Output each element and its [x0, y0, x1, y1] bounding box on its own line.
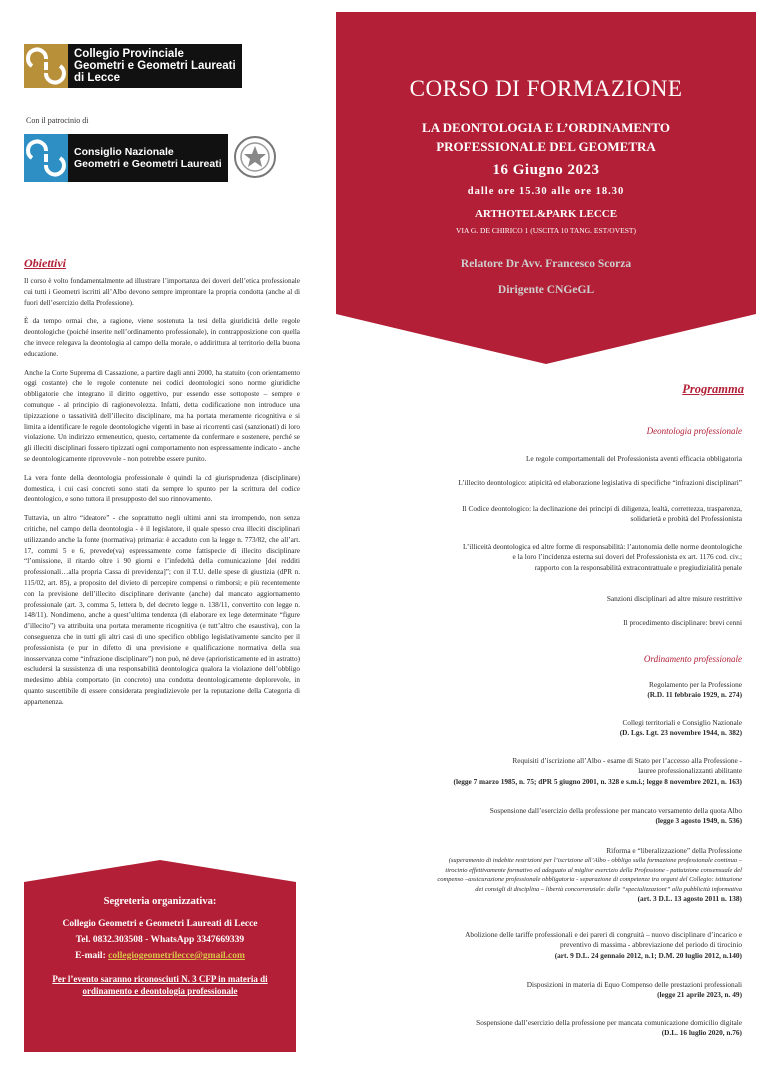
collegio-logo: [24, 42, 242, 90]
course-time: dalle ore 15.30 alle ore 18.30: [467, 186, 625, 197]
speaker-role: Dirigente CNGeGL: [497, 284, 595, 296]
segreteria-box: [24, 860, 296, 1052]
consiglio-logo-mark-icon: [24, 134, 68, 182]
italian-republic-emblem-icon: [232, 134, 278, 180]
obiettivi-heading: Obiettivi: [24, 256, 66, 270]
ordinamento-heading: Ordinamento professionale: [643, 654, 742, 664]
program-item: Sospensione dall’esercizio della professione per mancata comunicazione domicilio digitale (D.L. 16 luglio 2020, n.76): [476, 1018, 742, 1038]
program-item: Collegi territoriali e Consiglio Nazionale (D. Lgs. Lgt. 23 novembre 1944, n. 382): [619, 718, 742, 738]
patronage-label: Con il patrocinio di: [26, 116, 89, 125]
consiglio-logo-text: Consiglio Nazionale Geometri e Geometri Laureati: [68, 134, 228, 182]
obiettivi-paragraph: La vera fonte della deontologia professionale è quindi la cd giurisprudenza (disciplinare) domestica, i cui casi concreti sono stati da sempre lo spunto per la scrittura del codice deontologico, e sono tuttora il presupposto del suo rinnovamento.: [24, 473, 300, 504]
program-item: Le regole comportamentali del Professionista aventi efficacia obbligatoria: [525, 454, 742, 463]
speaker-name: Relatore Dr Avv. Francesco Scorza: [460, 258, 632, 270]
obiettivi-paragraph: È da tempo ormai che, a ragione, viene sostenuta la tesi della giuridicità delle regole deontologiche (poiché inserite nell’ordinamento professionale), in contrapposizione con quella che invece relegava la deontologia al campo della morale, o addirittura al territorio della buona educazione.: [24, 317, 300, 358]
cfp-notice: Per l’evento saranno riconosciuti N. 3 CFP in materia di ordinamento e deontologia professionale: [52, 974, 268, 996]
course-date: 16 Giugno 2023: [492, 162, 600, 178]
program-item: Disposizioni in materia di Equo Compenso delle prestazioni professionali (legge 21 aprile 2023, n. 49): [526, 980, 742, 1000]
course-subtitle: LA DEONTOLOGIA E L’ORDINAMENTO PROFESSIONALE DEL GEOMETRA: [422, 120, 670, 154]
email-label: E-mail:: [75, 951, 106, 961]
course-banner: [336, 12, 756, 364]
obiettivi-paragraph: Tuttavia, un altro “ideatore” - che soprattutto negli ultimi anni sta irrompendo, non senza critiche, nel campo della deontologia - è il legislatore, il quale spesso crea illeciti disciplinari utilizzando anche la fonte (normativa) primaria: è accaduto con la legge n. 773/82, che all’art. 17, commi 5 e 6, prevede(va) espressamente come fattispecie di illecito disciplinare “l’omissione, il ritardo oltre i 90 giorni e l’infedeltà della comunicazione [dei redditi professionali…alla propria Cassa di previdenza]”; con il T.U. delle spese di giustizia (dPR n. 115/02, art. 85), a proposito del divieto di percepire compensi o rimborsi; e più recentemente con la previsione dell’illecito disciplinare derivante (anche) dal mancato aggiornamento professionale (art. 3, comma 5, lettera b, del decreto legge n. 138/11, convertito con legge n. 148/11). Nondimeno, anche a quest’ultima tendenza (di elaborare ex lege determinate “figure d’illecito”) va attribuita una portata meramente ricognitiva (e tutt’altro che esaustiva), con la conseguenza che in tutti gli altri casi di uno specifico obbligo legislativamente sancito per il professionista (e pur in difetto di una previsione e qualificazione normativa della sua inosservanza come “infrazione disciplinare”) non può, né deve (aprioristicamente ed in astratto) escludersi la sussistenza di una responsabilità deontologica qualora la violazione dell’obbligo medesimo abbia comportato (in concreto) una condotta deontologicamente deplorevole, in quanto suscettibile di essere considerata pregiudizievole per la reputazione della Categoria di appartenenza.: [24, 514, 300, 706]
program-item: L’illiceità deontologica ed altre forme di responsabilità: l’autonomia delle norme deontologiche e la loro l’incidenza esterna sui doveri del Professionista ex art. 1176 cod. civ.; rapporto con la responsabilità extracontrattuale e pregiudizialità penale: [463, 542, 742, 572]
email-link[interactable]: collegiogeometrilecce@gmail.com: [108, 951, 245, 961]
program-item: Sospensione dall’esercizio della professione per mancato versamento della quota Albo (legge 3 agosto 1949, n. 536): [489, 806, 742, 826]
program-item: Riforma e “liberalizzazione” della Professione (superamento di indebite restrizioni per l’iscrizione all’Albo - obbligo sulla formazione professionale continua – tirocinio effettivamente formativo ed adeguato al miglior esercizio della Professione - pattuizione consensuale del compenso –assicurazione professionale obbligatoria - separazione di competenze tra organi del Collegio: istituzione dei consigli di disciplina – libertà concorrenziale: dalle “specializzazioni” alla pubblicità informativa (art. 3 D.L. 13 agosto 2011 n. 138): [437, 846, 742, 904]
obiettivi-paragraph: Il corso è volto fondamentalmente ad illustrare l’importanza dei doveri dell’etica professionale cui tutti i Geometri iscritti all’Albo devono sempre improntare la propria condotta (anche al di fuori dell’esercizio della Professione).: [24, 277, 300, 307]
consiglio-logo: [24, 134, 228, 182]
program-item: Il Codice deontologico: la declinazione dei principi di diligenza, lealtà, correttezza, trasparenza, solidarietà e probità del Professionista: [462, 504, 742, 524]
program-item: Abolizione delle tariffe professionali e dei pareri di congruità – nuovo disciplinare d’incarico e preventivo di massima - abbreviazione del periodo di tirocinio (art. 9 D.L. 24 gennaio 2012, n.1; D.M. 20 luglio 2012, n.140): [465, 930, 742, 960]
program-item: L’illecito deontologico: atipicità ed elaborazione legislativa di specifiche “infrazioni disciplinari”: [458, 478, 742, 487]
collegio-logo-text: Collegio Provinciale Geometri e Geometri Laureati di Lecce: [68, 44, 242, 88]
program-item: Sanzioni disciplinari ad altre misure restrittive: [606, 594, 742, 603]
program-item: Il procedimento disciplinare: brevi cenni: [623, 618, 742, 627]
program-item: Regolamento per la Professione (R.D. 11 febbraio 1929, n. 274): [647, 680, 742, 700]
program-item: Requisiti d’iscrizione all’Albo - esame di Stato per l’accesso alla Professione - lauree professionalizzanti abilitante (legge 7 marzo 1985, n. 75; dPR 5 giugno 2001, n. 328 e s.m.i.; legge 8 novembre 2021, n. 163): [453, 756, 742, 786]
obiettivi-body: [24, 276, 300, 715]
obiettivi-paragraph: Anche la Corte Suprema di Cassazione, a partire dagli anni 2000, ha statuito (con orientamento oggi costante) che le regole contenute nei codici deontologici sono norme giuridiche obbligatorie che integrano il diritto oggettivo, pur essendo esse sottoposte – sempre e comunque - al principio di ragionevolezza. Infatti, detta codificazione non introduce una tipizzazione o tassatività dell’illecito disciplinare, ma ha portata meramente ricognitiva e si limita a identificare le regole deontologiche vigenti in base ai ricorrenti casi (sanzionati) di loro violazione. Un indirizzo ermeneutico, questo, certamente da confermare e sostenere, perché se gli illeciti disciplinari fossero tipizzati ogni comportamento non espressamente indicato - anche se deontologicamente riprovevole - non potrebbe essere punito.: [24, 368, 300, 463]
programma-heading: Programma: [682, 382, 744, 396]
collegio-logo-mark-icon: [24, 44, 68, 88]
segreteria-title: Segreteria organizzativa:: [103, 896, 217, 907]
course-venue: ARTHOTEL&PARK LECCE: [474, 208, 618, 220]
course-address: VIA G. DE CHIRICO 1 (USCITA 10 TANG. EST/OVEST): [456, 226, 636, 235]
segreteria-email-row: [24, 951, 296, 961]
course-title: CORSO DI FORMAZIONE: [409, 76, 683, 101]
deontologia-heading: Deontologia professionale: [646, 426, 742, 436]
segreteria-org: Collegio Geometri e Geometri Laureati di Lecce: [62, 919, 258, 929]
segreteria-contact: Tel. 0832.303508 - WhatsApp 3347669339: [75, 935, 245, 945]
